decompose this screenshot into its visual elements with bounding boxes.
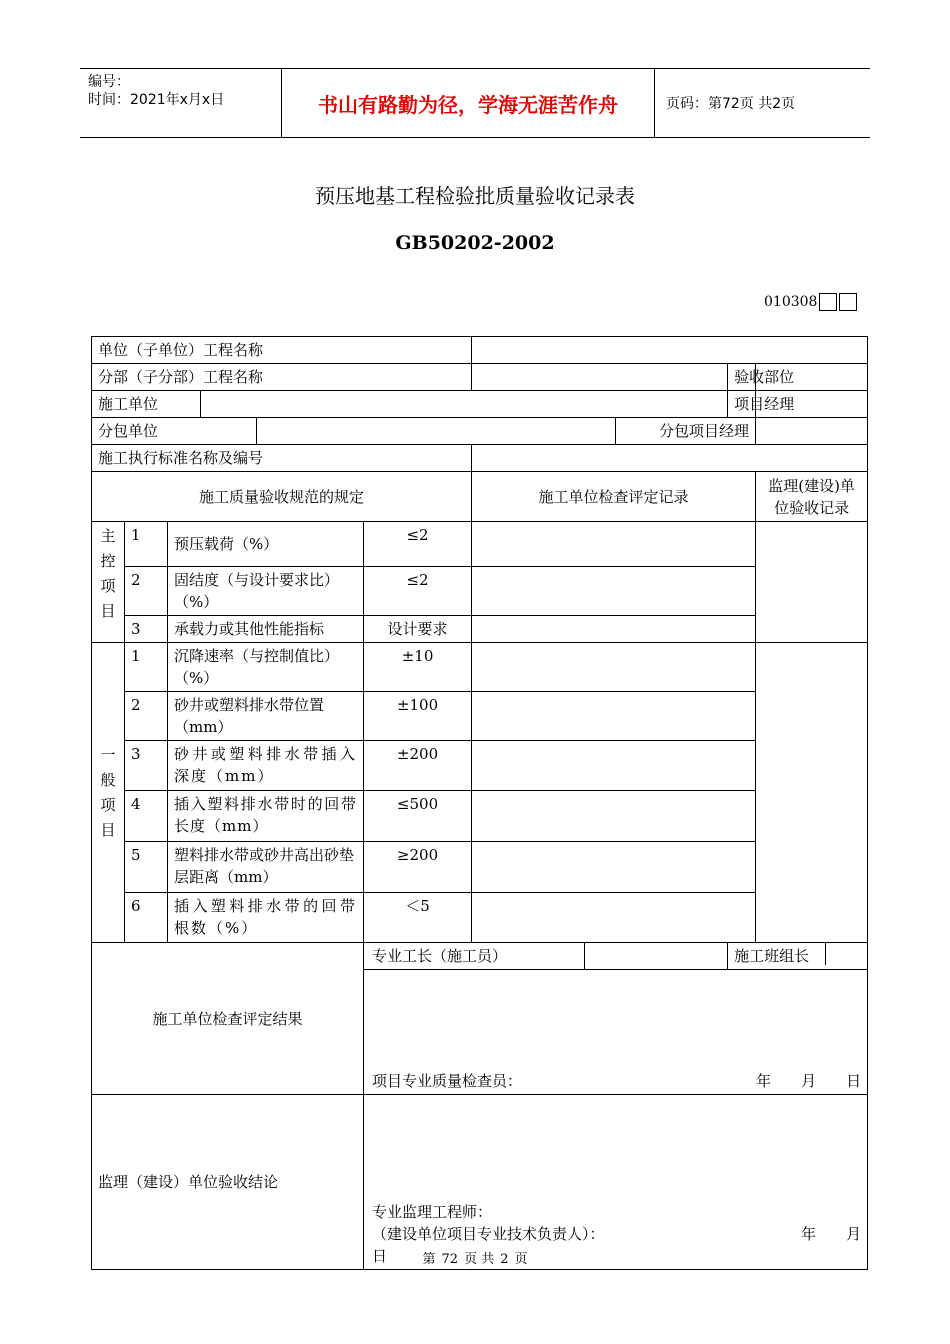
standard-value[interactable] xyxy=(472,445,868,472)
project-manager-label: 项目经理 xyxy=(728,391,756,418)
main-group-label: 主控项目 xyxy=(92,522,125,643)
footer-total: 2 xyxy=(500,1252,509,1267)
conclusion-date: 年 月 xyxy=(801,1225,862,1243)
form-code xyxy=(764,293,857,311)
main-item-req: ≤2 xyxy=(364,522,472,567)
sub-manager-label: 分包项目经理 xyxy=(616,418,756,445)
header-motto: 书山有路勤为径，学海无涯苦作舟 xyxy=(281,69,655,137)
general-item-check[interactable] xyxy=(472,643,756,692)
conclusion-day: 日 xyxy=(372,1247,388,1265)
main-item-name: 承载力或其他性能指标 xyxy=(168,616,364,643)
general-item-req: ≥200 xyxy=(364,842,472,893)
result-date: 年 月 日 xyxy=(756,1072,862,1090)
main-item-name: 预压载荷（%） xyxy=(168,522,364,567)
general-item-req: ±100 xyxy=(364,692,472,741)
unit-name-value[interactable] xyxy=(472,337,868,364)
main-item-name: 固结度（与设计要求比）（%） xyxy=(168,567,364,616)
inspection-table xyxy=(91,336,868,1270)
general-item-name: 砂井或塑料排水带插入深度（mm） xyxy=(168,741,364,791)
main-item-check[interactable] xyxy=(472,522,756,567)
conclusion-area[interactable] xyxy=(364,1095,868,1270)
page-footer xyxy=(0,1248,950,1267)
main-item-req: ≤2 xyxy=(364,567,472,616)
foreman-label: 专业工长（施工员） xyxy=(364,943,585,970)
general-item-name: 沉降速率（与控制值比）（%） xyxy=(168,643,364,692)
main-item-no: 1 xyxy=(125,522,168,567)
general-item-req: ≤500 xyxy=(364,791,472,842)
acceptance-part-label: 验收部位 xyxy=(728,364,756,391)
main-item-no: 2 xyxy=(125,567,168,616)
main-item-req: 设计要求 xyxy=(364,616,472,643)
team-leader-label xyxy=(728,943,868,970)
unit-name-label: 单位（子单位）工程名称 xyxy=(92,337,472,364)
document-title: 预压地基工程检验批质量验收记录表 xyxy=(315,184,635,208)
general-item-req: ＜5 xyxy=(364,893,472,943)
general-item-no: 2 xyxy=(125,692,168,741)
general-item-no: 3 xyxy=(125,741,168,791)
foreman-value[interactable] xyxy=(585,943,728,970)
general-item-name: 插入塑料排水带的回带根数（%） xyxy=(168,893,364,943)
constructor-value[interactable] xyxy=(201,391,728,418)
result-label: 施工单位检查评定结果 xyxy=(92,943,364,1095)
result-area[interactable] xyxy=(364,970,868,1095)
general-item-check[interactable] xyxy=(472,692,756,741)
footer-mid: 页 共 xyxy=(464,1252,495,1267)
inspector-label: 项目专业质量检查员： xyxy=(372,1072,523,1090)
code-checkbox-2[interactable] xyxy=(839,293,857,311)
standard-label: 施工执行标准名称及编号 xyxy=(92,445,472,472)
constructor-label: 施工单位 xyxy=(92,391,201,418)
header-page-info: 页码：第72页 共2页 xyxy=(666,96,796,112)
team-leader-text: 施工班组长 xyxy=(728,943,826,965)
team-leader-value[interactable] xyxy=(826,943,867,965)
general-item-check[interactable] xyxy=(472,842,756,893)
col-spec-header: 施工质量验收规范的规定 xyxy=(92,472,472,522)
division-value[interactable] xyxy=(472,364,728,391)
general-group-label: 一般项目 xyxy=(92,643,125,943)
header-meta xyxy=(80,69,280,137)
main-item-no: 3 xyxy=(125,616,168,643)
main-item-check[interactable] xyxy=(472,567,756,616)
page-header xyxy=(80,68,870,138)
conclusion-label: 监理（建设）单位验收结论 xyxy=(92,1095,364,1270)
general-item-check[interactable] xyxy=(472,893,756,943)
general-item-no: 5 xyxy=(125,842,168,893)
engineer-label: 专业监理工程师： xyxy=(372,1203,493,1221)
general-item-req: ±200 xyxy=(364,741,472,791)
footer-page: 72 xyxy=(441,1252,459,1267)
footer-prefix: 第 xyxy=(422,1252,436,1267)
division-label: 分部（子分部）工程名称 xyxy=(92,364,472,391)
owner-label: （建设单位项目专业技术负责人）： xyxy=(372,1225,605,1243)
form-code-text: 010308 xyxy=(764,294,818,310)
time-label: 时间：2021年x月x日 xyxy=(88,92,225,108)
standard-code: GB50202-2002 xyxy=(395,232,555,254)
general-supervisor-record[interactable] xyxy=(756,643,868,943)
number-label: 编号： xyxy=(88,74,130,90)
general-item-no: 6 xyxy=(125,893,168,943)
main-supervisor-record[interactable] xyxy=(756,522,868,643)
main-item-check[interactable] xyxy=(472,616,756,643)
sub-manager-value[interactable] xyxy=(756,418,868,445)
col-supervisor-header: 监理(建设)单位验收记录 xyxy=(756,472,868,522)
general-item-name: 砂井或塑料排水带位置（mm） xyxy=(168,692,364,741)
general-item-name: 插入塑料排水带时的回带长度（mm） xyxy=(168,791,364,842)
subcontractor-label: 分包单位 xyxy=(92,418,257,445)
general-item-check[interactable] xyxy=(472,791,756,842)
general-item-name: 塑料排水带或砂井高出砂垫层距离（mm） xyxy=(168,842,364,893)
subcontractor-value[interactable] xyxy=(257,418,616,445)
general-item-no: 1 xyxy=(125,643,168,692)
col-check-header: 施工单位检查评定记录 xyxy=(472,472,756,522)
general-item-req: ±10 xyxy=(364,643,472,692)
footer-suffix: 页 xyxy=(514,1252,528,1267)
code-checkbox-1[interactable] xyxy=(819,293,837,311)
general-item-no: 4 xyxy=(125,791,168,842)
general-item-check[interactable] xyxy=(472,741,756,791)
